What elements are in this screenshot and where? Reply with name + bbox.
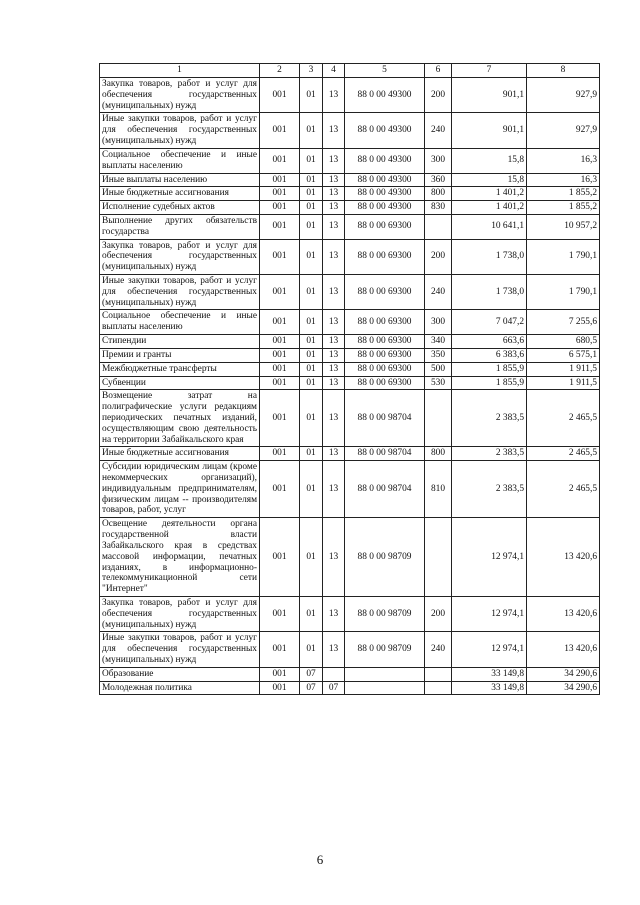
amount-year-1: 1 401,2 bbox=[452, 187, 527, 201]
target-article: 88 0 00 98709 bbox=[345, 632, 425, 667]
amount-year-1: 7 047,2 bbox=[452, 310, 527, 335]
subsection-code bbox=[323, 667, 345, 681]
expense-type: 350 bbox=[425, 348, 452, 362]
subsection-code: 13 bbox=[323, 632, 345, 667]
row-name: Исполнение судебных актов bbox=[100, 201, 260, 215]
expense-type: 200 bbox=[425, 78, 452, 113]
row-name: Социальное обеспечение и иные выплаты населению bbox=[100, 148, 260, 173]
header-cell: 5 bbox=[345, 64, 425, 78]
target-article: 88 0 00 49300 bbox=[345, 78, 425, 113]
amount-year-1: 663,6 bbox=[452, 335, 527, 349]
row-name: Иные бюджетные ассигнования bbox=[100, 447, 260, 461]
amount-year-1: 10 641,1 bbox=[452, 214, 527, 239]
target-article: 88 0 00 69300 bbox=[345, 275, 425, 310]
expense-type: 360 bbox=[425, 173, 452, 187]
expense-type: 240 bbox=[425, 632, 452, 667]
row-name: Возмещение затрат на полиграфические услуги редакциям периодических печатных изданий, осуществляющим свою деятельность на территории Забайкальского края bbox=[100, 390, 260, 447]
target-article: 88 0 00 98709 bbox=[345, 596, 425, 631]
amount-year-1: 15,8 bbox=[452, 173, 527, 187]
row-name: Иные бюджетные ассигнования bbox=[100, 187, 260, 201]
amount-year-2: 1 911,5 bbox=[527, 376, 600, 390]
amount-year-2: 13 420,6 bbox=[527, 632, 600, 667]
subsection-code: 13 bbox=[323, 187, 345, 201]
subsection-code: 13 bbox=[323, 113, 345, 148]
ved-code: 001 bbox=[260, 113, 300, 148]
ved-code: 001 bbox=[260, 201, 300, 215]
amount-year-2: 13 420,6 bbox=[527, 596, 600, 631]
ved-code: 001 bbox=[260, 335, 300, 349]
amount-year-1: 1 401,2 bbox=[452, 201, 527, 215]
amount-year-1: 12 974,1 bbox=[452, 596, 527, 631]
section-code: 01 bbox=[300, 78, 323, 113]
target-article: 88 0 00 49300 bbox=[345, 148, 425, 173]
table-row bbox=[100, 596, 600, 631]
section-code: 01 bbox=[300, 239, 323, 274]
amount-year-2: 13 420,6 bbox=[527, 518, 600, 597]
table-row bbox=[100, 376, 600, 390]
ved-code: 001 bbox=[260, 239, 300, 274]
table-row bbox=[100, 681, 600, 695]
subsection-code: 13 bbox=[323, 148, 345, 173]
target-article: 88 0 00 69300 bbox=[345, 348, 425, 362]
row-name: Иные закупки товаров, работ и услуг для обеспечения государственных (муниципальных) нужд bbox=[100, 113, 260, 148]
subsection-code: 13 bbox=[323, 214, 345, 239]
ved-code: 001 bbox=[260, 275, 300, 310]
table-row bbox=[100, 518, 600, 597]
row-name: Субвенции bbox=[100, 376, 260, 390]
section-code: 01 bbox=[300, 596, 323, 631]
table-row bbox=[100, 148, 600, 173]
row-name: Премии и гранты bbox=[100, 348, 260, 362]
row-name: Субсидии юридическим лицам (кроме некоммерческих организаций), индивидуальным предпринимателям, физическим лицам -- производителям товаров, работ, услуг bbox=[100, 461, 260, 518]
subsection-code: 13 bbox=[323, 376, 345, 390]
subsection-code: 13 bbox=[323, 275, 345, 310]
ved-code: 001 bbox=[260, 362, 300, 376]
amount-year-1: 2 383,5 bbox=[452, 390, 527, 447]
amount-year-2: 2 465,5 bbox=[527, 461, 600, 518]
expense-type: 810 bbox=[425, 461, 452, 518]
amount-year-1: 901,1 bbox=[452, 78, 527, 113]
table-row bbox=[100, 78, 600, 113]
amount-year-1: 1 855,9 bbox=[452, 376, 527, 390]
budget-table bbox=[99, 63, 600, 695]
row-name: Освещение деятельности органа государственной власти Забайкальского края в средствах массовой информации, печатных изданиях, в информационно-телекоммуникационной сети "Интернет" bbox=[100, 518, 260, 597]
section-code: 01 bbox=[300, 187, 323, 201]
amount-year-2: 680,5 bbox=[527, 335, 600, 349]
table-row bbox=[100, 335, 600, 349]
subsection-code: 13 bbox=[323, 201, 345, 215]
section-code: 01 bbox=[300, 148, 323, 173]
table-row bbox=[100, 310, 600, 335]
expense-type bbox=[425, 390, 452, 447]
ved-code: 001 bbox=[260, 348, 300, 362]
ved-code: 001 bbox=[260, 632, 300, 667]
amount-year-1: 1 738,0 bbox=[452, 239, 527, 274]
section-code: 01 bbox=[300, 348, 323, 362]
amount-year-1: 1 738,0 bbox=[452, 275, 527, 310]
subsection-code: 13 bbox=[323, 78, 345, 113]
expense-type: 240 bbox=[425, 275, 452, 310]
subsection-code: 13 bbox=[323, 390, 345, 447]
ved-code: 001 bbox=[260, 173, 300, 187]
header-cell: 2 bbox=[260, 64, 300, 78]
table-row bbox=[100, 461, 600, 518]
section-code: 01 bbox=[300, 632, 323, 667]
table-header-row bbox=[100, 64, 600, 78]
table-row bbox=[100, 173, 600, 187]
ved-code: 001 bbox=[260, 461, 300, 518]
amount-year-1: 6 383,6 bbox=[452, 348, 527, 362]
ved-code: 001 bbox=[260, 518, 300, 597]
page-number: 6 bbox=[316, 852, 324, 867]
expense-type: 200 bbox=[425, 239, 452, 274]
section-code: 01 bbox=[300, 461, 323, 518]
subsection-code: 13 bbox=[323, 239, 345, 274]
section-code: 01 bbox=[300, 310, 323, 335]
amount-year-2: 10 957,2 bbox=[527, 214, 600, 239]
subsection-code: 13 bbox=[323, 348, 345, 362]
expense-type bbox=[425, 214, 452, 239]
target-article: 88 0 00 98704 bbox=[345, 461, 425, 518]
section-code: 07 bbox=[300, 667, 323, 681]
table-row bbox=[100, 201, 600, 215]
table-row bbox=[100, 239, 600, 274]
table-row bbox=[100, 187, 600, 201]
section-code: 07 bbox=[300, 681, 323, 695]
target-article: 88 0 00 69300 bbox=[345, 335, 425, 349]
header-cell: 4 bbox=[323, 64, 345, 78]
section-code: 01 bbox=[300, 390, 323, 447]
target-article: 88 0 00 98704 bbox=[345, 390, 425, 447]
target-article: 88 0 00 49300 bbox=[345, 173, 425, 187]
section-code: 01 bbox=[300, 113, 323, 148]
amount-year-1: 33 149,8 bbox=[452, 681, 527, 695]
subsection-code: 13 bbox=[323, 310, 345, 335]
expense-type bbox=[425, 667, 452, 681]
row-name: Социальное обеспечение и иные выплаты населению bbox=[100, 310, 260, 335]
table-row bbox=[100, 113, 600, 148]
section-code: 01 bbox=[300, 275, 323, 310]
header-cell: 3 bbox=[300, 64, 323, 78]
expense-type: 300 bbox=[425, 148, 452, 173]
table-row bbox=[100, 348, 600, 362]
amount-year-2: 927,9 bbox=[527, 78, 600, 113]
target-article: 88 0 00 69300 bbox=[345, 239, 425, 274]
section-code: 01 bbox=[300, 173, 323, 187]
ved-code: 001 bbox=[260, 376, 300, 390]
amount-year-2: 1 911,5 bbox=[527, 362, 600, 376]
row-name: Молодежная политика bbox=[100, 681, 260, 695]
expense-type: 340 bbox=[425, 335, 452, 349]
row-name: Межбюджетные трансферты bbox=[100, 362, 260, 376]
subsection-code: 07 bbox=[323, 681, 345, 695]
ved-code: 001 bbox=[260, 447, 300, 461]
header-cell: 1 bbox=[100, 64, 260, 78]
subsection-code: 13 bbox=[323, 461, 345, 518]
target-article: 88 0 00 69300 bbox=[345, 376, 425, 390]
target-article: 88 0 00 49300 bbox=[345, 201, 425, 215]
target-article: 88 0 00 98709 bbox=[345, 518, 425, 597]
amount-year-2: 2 465,5 bbox=[527, 447, 600, 461]
ved-code: 001 bbox=[260, 187, 300, 201]
table-row bbox=[100, 667, 600, 681]
ved-code: 001 bbox=[260, 390, 300, 447]
expense-type bbox=[425, 681, 452, 695]
expense-type: 530 bbox=[425, 376, 452, 390]
target-article: 88 0 00 69300 bbox=[345, 310, 425, 335]
target-article: 88 0 00 49300 bbox=[345, 113, 425, 148]
ved-code: 001 bbox=[260, 667, 300, 681]
amount-year-2: 1 790,1 bbox=[527, 239, 600, 274]
ved-code: 001 bbox=[260, 214, 300, 239]
row-name: Стипендии bbox=[100, 335, 260, 349]
table-row bbox=[100, 362, 600, 376]
amount-year-2: 34 290,6 bbox=[527, 681, 600, 695]
table-row bbox=[100, 275, 600, 310]
amount-year-2: 6 575,1 bbox=[527, 348, 600, 362]
amount-year-1: 33 149,8 bbox=[452, 667, 527, 681]
target-article: 88 0 00 69300 bbox=[345, 362, 425, 376]
expense-type: 200 bbox=[425, 596, 452, 631]
amount-year-2: 2 465,5 bbox=[527, 390, 600, 447]
header-cell: 6 bbox=[425, 64, 452, 78]
target-article: 88 0 00 49300 bbox=[345, 187, 425, 201]
expense-type bbox=[425, 518, 452, 597]
ved-code: 001 bbox=[260, 148, 300, 173]
table-row bbox=[100, 214, 600, 239]
amount-year-1: 2 383,5 bbox=[452, 461, 527, 518]
expense-type: 300 bbox=[425, 310, 452, 335]
amount-year-1: 901,1 bbox=[452, 113, 527, 148]
expense-type: 240 bbox=[425, 113, 452, 148]
section-code: 01 bbox=[300, 362, 323, 376]
row-name: Закупка товаров, работ и услуг для обеспечения государственных (муниципальных) нужд bbox=[100, 239, 260, 274]
target-article bbox=[345, 667, 425, 681]
section-code: 01 bbox=[300, 447, 323, 461]
amount-year-2: 16,3 bbox=[527, 173, 600, 187]
ved-code: 001 bbox=[260, 596, 300, 631]
row-name: Образование bbox=[100, 667, 260, 681]
row-name: Закупка товаров, работ и услуг для обеспечения государственных (муниципальных) нужд bbox=[100, 78, 260, 113]
row-name: Иные закупки товаров, работ и услуг для обеспечения государственных (муниципальных) нужд bbox=[100, 275, 260, 310]
amount-year-2: 1 790,1 bbox=[527, 275, 600, 310]
subsection-code: 13 bbox=[323, 335, 345, 349]
section-code: 01 bbox=[300, 335, 323, 349]
table-row bbox=[100, 632, 600, 667]
ved-code: 001 bbox=[260, 78, 300, 113]
section-code: 01 bbox=[300, 518, 323, 597]
subsection-code: 13 bbox=[323, 518, 345, 597]
expense-type: 800 bbox=[425, 187, 452, 201]
expense-type: 500 bbox=[425, 362, 452, 376]
table-row bbox=[100, 447, 600, 461]
subsection-code: 13 bbox=[323, 447, 345, 461]
subsection-code: 13 bbox=[323, 173, 345, 187]
amount-year-2: 927,9 bbox=[527, 113, 600, 148]
subsection-code: 13 bbox=[323, 362, 345, 376]
row-name: Иные закупки товаров, работ и услуг для обеспечения государственных (муниципальных) нужд bbox=[100, 632, 260, 667]
table-row bbox=[100, 390, 600, 447]
header-cell: 7 bbox=[452, 64, 527, 78]
amount-year-2: 1 855,2 bbox=[527, 201, 600, 215]
ved-code: 001 bbox=[260, 681, 300, 695]
amount-year-1: 12 974,1 bbox=[452, 632, 527, 667]
amount-year-1: 1 855,9 bbox=[452, 362, 527, 376]
amount-year-2: 16,3 bbox=[527, 148, 600, 173]
target-article: 88 0 00 69300 bbox=[345, 214, 425, 239]
expense-type: 830 bbox=[425, 201, 452, 215]
row-name: Иные выплаты населению bbox=[100, 173, 260, 187]
header-cell: 8 bbox=[527, 64, 600, 78]
amount-year-2: 7 255,6 bbox=[527, 310, 600, 335]
row-name: Выполнение других обязательств государства bbox=[100, 214, 260, 239]
target-article bbox=[345, 681, 425, 695]
expense-type: 800 bbox=[425, 447, 452, 461]
subsection-code: 13 bbox=[323, 596, 345, 631]
row-name: Закупка товаров, работ и услуг для обеспечения государственных (муниципальных) нужд bbox=[100, 596, 260, 631]
section-code: 01 bbox=[300, 214, 323, 239]
amount-year-1: 2 383,5 bbox=[452, 447, 527, 461]
section-code: 01 bbox=[300, 376, 323, 390]
amount-year-2: 1 855,2 bbox=[527, 187, 600, 201]
section-code: 01 bbox=[300, 201, 323, 215]
amount-year-1: 12 974,1 bbox=[452, 518, 527, 597]
ved-code: 001 bbox=[260, 310, 300, 335]
amount-year-2: 34 290,6 bbox=[527, 667, 600, 681]
amount-year-1: 15,8 bbox=[452, 148, 527, 173]
target-article: 88 0 00 98704 bbox=[345, 447, 425, 461]
